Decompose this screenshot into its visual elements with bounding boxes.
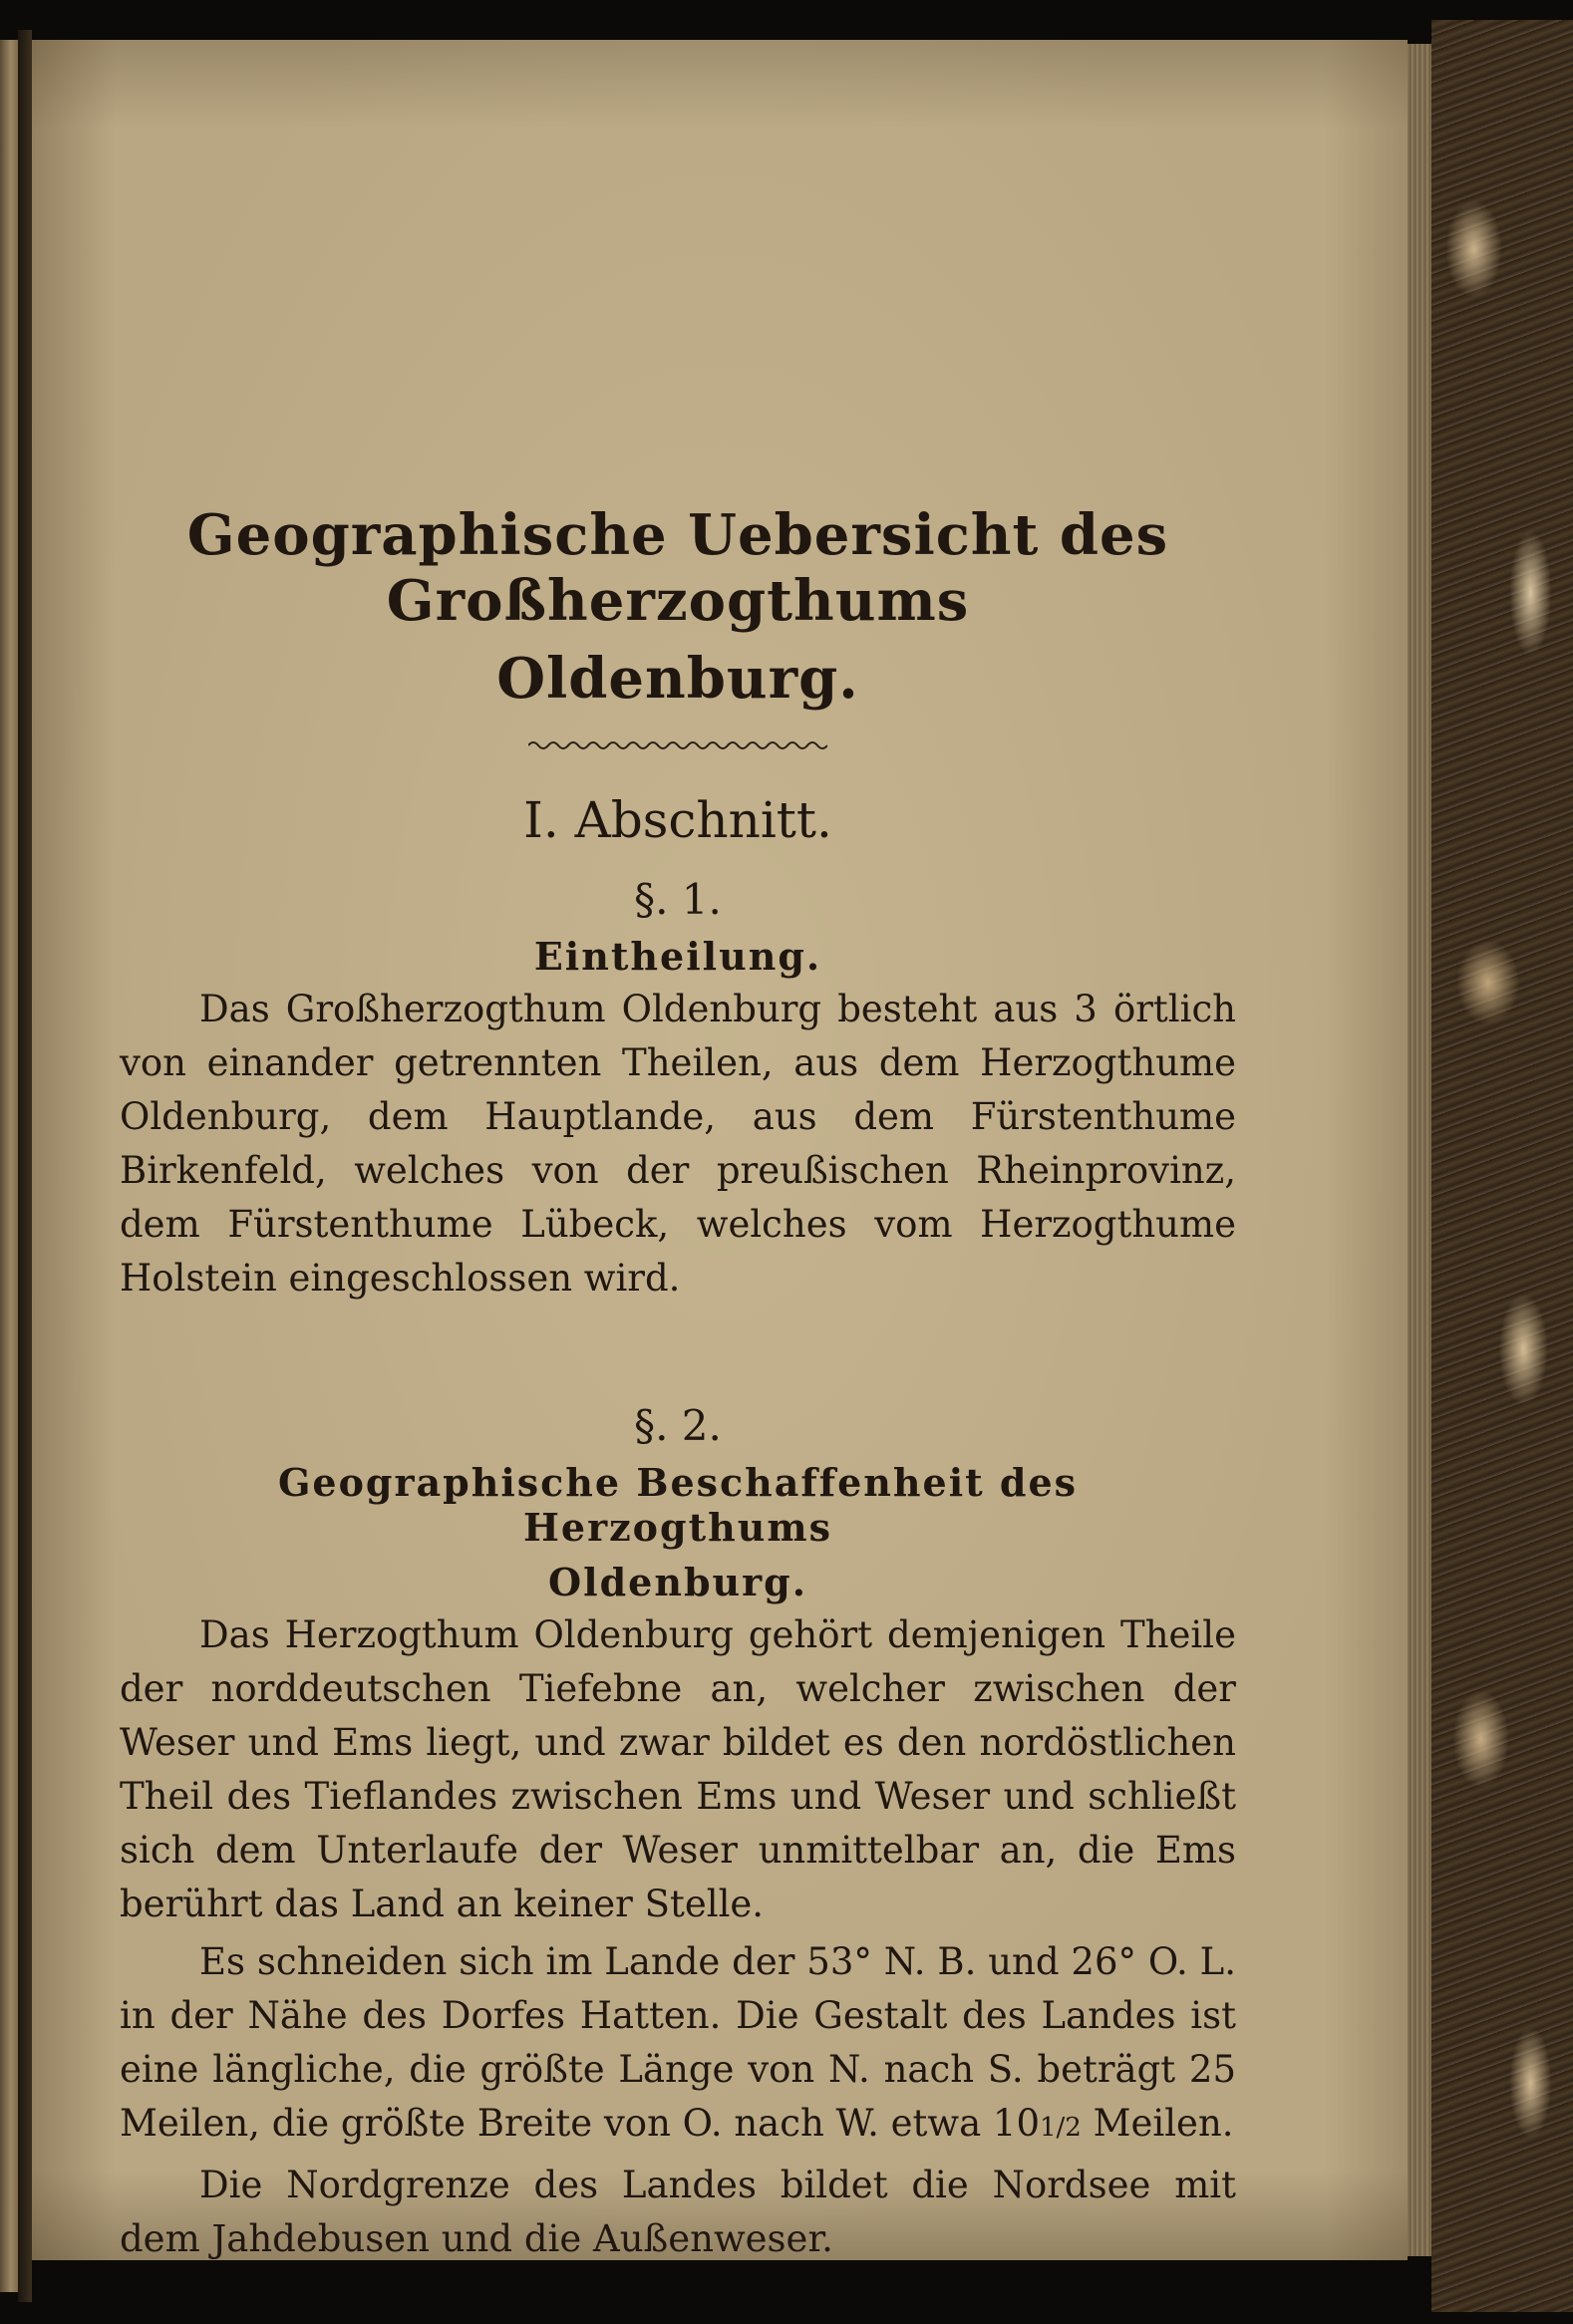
wavy-divider [528,737,827,753]
fraction-tail: Meilen. [1081,2102,1234,2145]
body-paragraph [120,1935,1236,2155]
body-text: Es schneiden sich im Lande der 53° N. B. und 26° O. L. in der Nähe des Dorfes Hatten. Die Gestalt des Landes ist eine längliche, die größte Länge von N. nach S. beträgt 25 Meilen, die größte Breite von O. nach W. etwa [120,1940,1236,2145]
document-title-line1: Geographische Uebersicht des Großherzogthums [186,502,1169,634]
marbled-cover-edge [1431,20,1573,2312]
body-paragraph: Das Großherzogthum Oldenburg besteht aus 3 örtlich von einander getrennten Theilen, aus dem Herzogthume Oldenburg, dem Hauptlande, aus dem Fürstenthume Birkenfeld, welches von der preußischen Rheinprovinz, dem Fürstenthume Lübeck, welches vom Herzogthume Holstein eingeschlossen wird. [120,988,1236,1300]
paragraph-heading-1: Eintheilung. [533,934,822,979]
paragraph-number-1: §. 1. [634,875,722,924]
document-title-line2: Oldenburg. [496,646,859,712]
body-paragraph: Die Nordgrenze des Landes bildet die Nordsee mit dem Jahdebusen und die Außenweser. [120,2164,1236,2260]
section-heading: I. Abschnitt. [523,791,832,849]
page-text [120,478,1236,2266]
page-edges [1408,44,1431,2256]
body-paragraph: Das Herzogthum Oldenburg gehört demjenigen Theile der norddeutschen Tiefebne an, welcher zwischen der Weser und Ems liegt, und zwar bildet es den nordöstlichen Theil des Tieflandes zwischen Ems und Weser und schließt sich dem Unterlaufe der Weser unmittelbar an, die Ems berührt das Land an keiner Stelle. [120,1613,1236,1925]
paragraph-number-2: §. 2. [634,1401,722,1450]
book-gutter [18,30,32,2302]
fraction-part: 1/2 [1040,2113,1082,2143]
fraction-whole: 10 [992,2102,1040,2145]
paragraph-heading-2-line1: Geographische Beschaffenheit des Herzogthums [277,1460,1079,1550]
facing-page-edge [0,40,18,2292]
paragraph-heading-2-line2: Oldenburg. [548,1560,807,1604]
